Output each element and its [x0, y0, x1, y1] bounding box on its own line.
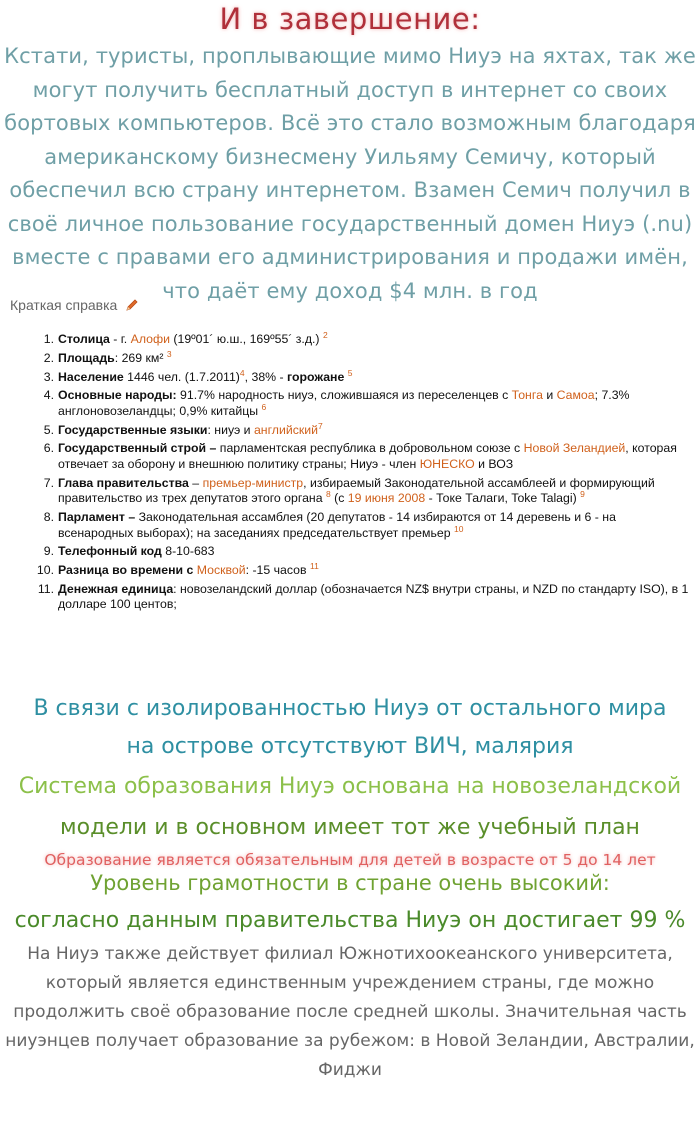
intro-paragraph: Кстати, туристы, проплывающие мимо Ниуэ на яхтах, так же могут получить бесплатный доступ в интернет со своих бортовых компьютеров. Всё это стало возможным благодаря американскому бизнесмену Уильяму Семичу, который обеспечил всю страну интернетом. Взамен Семич получил в своё личное пользование государственный домен Ниуэ (.nu) вместе с правами его администрирования и продажи имён, что даёт ему доход $4 млн. в год	[4, 44, 696, 303]
link-unesco[interactable]: ЮНЕСКО	[419, 456, 475, 471]
education-line-2: модели и в основном имеет тот же учебный план	[60, 815, 640, 840]
link-prime-minister[interactable]: премьер-министр	[202, 475, 304, 490]
list-item: 7. Глава правительства – премьер-министр, избираемый Законодательной ассамблеей и формирующий правительство из трех депутатов этого органа $^8$ (с 19 июня 2008 - Токе Талаги, Toke Talagi) $^9$	[43, 475, 655, 506]
link-samoa[interactable]: Самоа	[556, 388, 595, 403]
isolation-line: В связи с изолированностью Ниуэ от остального мира	[33, 696, 667, 721]
page-title: И в завершение:	[219, 2, 481, 36]
list-item: 6. Государственный строй – парламентская республика в добровольном союзе с Новой Зеландией, которая отвечает за оборону и внешнюю политику страны; Ниуэ - член ЮНЕСКО и ВОЗ	[43, 441, 677, 471]
list-item: 4. Основные народы: 91.7% народность ниуэ, сложившаяся из переселенцев с Тонга и Самоа; 7.3% англоновозеландцы; 0,9% китайцы $^6$	[43, 388, 630, 418]
list-item: 1. Столица - г. Алофи (19º01´ ю.ш., 169º55´ з.д.) $^2$	[43, 329, 328, 346]
list-item: 8. Парламент – Законодательная ассамблея (20 депутатов - 14 избираются от 14 деревень и 6 - на всенародных выборах); на заседаниях председательствует премьер $^{10}$	[43, 510, 616, 540]
reference-list	[0, 329, 690, 616]
health-line: на острове отсутствуют ВИЧ, малярия	[126, 734, 574, 759]
reference-header	[10, 297, 139, 315]
link-tonga[interactable]: Тонга	[511, 388, 543, 403]
link-date[interactable]: 19 июня 2008	[347, 491, 426, 506]
list-item: 10. Разница во времени с Москвой: -15 часов $^{11}$	[36, 561, 319, 578]
pencil-icon	[125, 298, 139, 315]
link-english[interactable]: английский	[253, 422, 318, 437]
compulsory-education-line: Образование является обязательным для детей в возрасте от 5 до 14 лет	[44, 851, 656, 869]
education-line-1: Система образования Ниуэ основана на новозеландской	[18, 774, 682, 799]
list-item: 2. Площадь: 269 км² $^3$	[43, 348, 172, 365]
reference-header-label: Краткая справка	[10, 297, 118, 313]
link-new-zealand[interactable]: Новой Зеландией	[523, 441, 626, 456]
list-item: 9. Телефонный код 8-10-683	[43, 544, 215, 559]
list-item: 3. Население 1446 чел. $(1.7.2011)^4$, 38% - горожане $^5$	[43, 367, 353, 384]
list-item: 11. Денежная единица: новозеландский доллар (обозначается NZ$ внутри страны, и NZD по стандарту ISO), в 1 долларе 100 центов;	[37, 581, 689, 612]
literacy-line-2: согласно данным правительства Ниуэ он достигает 99 %	[14, 908, 686, 933]
list-item: 5. Государственные языки: ниуэ и английский$^7$	[43, 420, 323, 437]
university-paragraph: На Ниуэ также действует филиал Южнотихоокеанского университета, который является единственным учреждением страны, где можно продолжить своё образование после средней школы. Значительная часть ниуэнцев получает образование за рубежом: в Новой Зеландии, Австралии, Фиджи	[5, 944, 695, 1080]
link-moscow[interactable]: Москвой	[196, 563, 246, 578]
literacy-line-1: Уровень грамотности в стране очень высокий:	[90, 871, 610, 895]
link-alofi[interactable]: Алофи	[130, 332, 170, 346]
